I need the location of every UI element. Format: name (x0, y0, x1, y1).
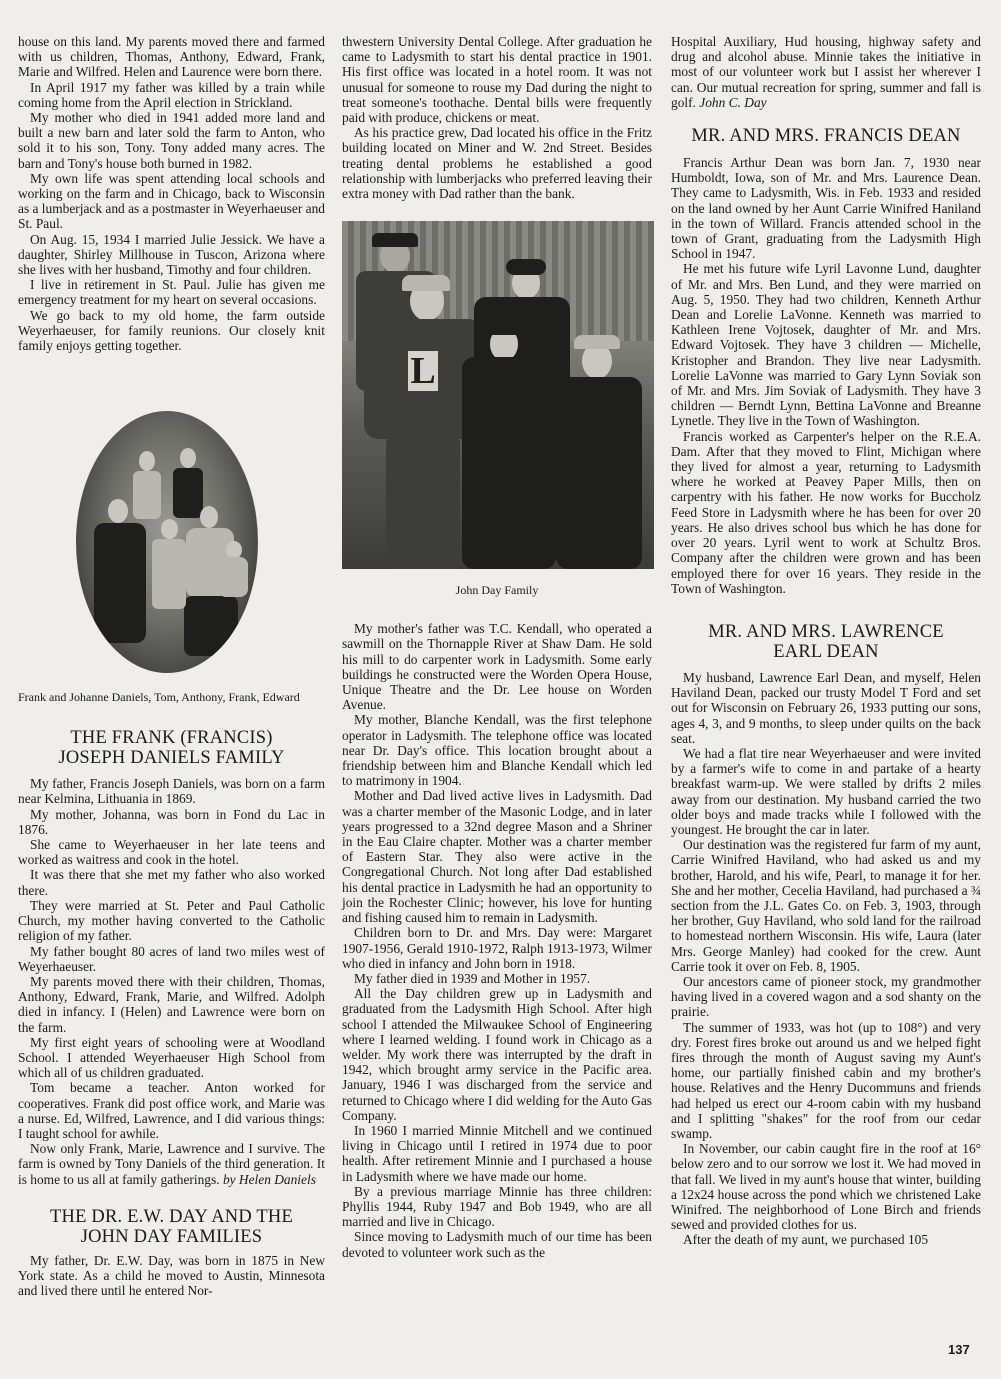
father-figure (108, 499, 128, 523)
author-signature: John C. Day (699, 94, 767, 110)
day-photo-caption: John Day Family (455, 583, 539, 598)
day-family-photo (342, 221, 654, 569)
paragraph: Our destination was the registered fur farm of my aunt, Carrie Winifred Haviland, who had asked us and my brother, Harold, and his wife, Pearl, to manage it for her. She and her mother, Cecelia Haviland, had purchased a ¾ section from the J.L. Gates Co. on Feb. 3, 1903, through her brother, Guy Haviland, who sold land for the railroad to homestead northern Wisconsin. His wife, Laura (later Mrs. George Manley) had cooked for the crew. Aunt Carrie took it over on Feb. 8, 1905. (671, 837, 981, 974)
paragraph: They were married at St. Peter and Paul Catholic Church, my mother having converted to the Catholic religion of my father. (18, 897, 325, 944)
paragraph: As his practice grew, Dad located his office in the Fritz building located on Miner and W. 2nd Street. Besides treating dental problems he established a good relationship with lumberjacks who preferred leaving their extra money with Dad rather than the bank. (342, 125, 652, 202)
paragraph: The summer of 1933, was hot (up to 108°) and very dry. Forest fires broke out around us and we helped fight fires through the month of August saving my Aunt's home, our partially finished cabin and my brother's house. Relatives and the Henry Ducommuns and friends had helped us erect our 4-room cabin with my husband and I splitting "shakes" for the roof from our cedar swamp. (671, 1019, 981, 1141)
paragraph: My mother's father was T.C. Kendall, who operated a sawmill on the Thornapple River at Shaw Dam. He sold his mill to do carpenter work in Ladysmith. Some early buildings he constructed were the Worden Opera House, Unique Theatre and the Dr. Lee house on Worden Avenue. (342, 621, 652, 713)
paragraph: house on this land. My parents moved there and farmed with us children, Thomas, Anthony, Edward, Frank, Marie and Wilfred. Helen and Laurence were born there. (18, 34, 325, 80)
trousers-figure (386, 437, 460, 569)
paragraph: Mother and Dad lived active lives in Ladysmith. Dad was a charter member of the Masonic Lodge, and in later years progressed to a 32nd degree Mason and a Shriner in the Eau Claire chapter. Mother was a charter member of Eastern Star. They also were active in the Congregational Church. Not long after Dad established his dental practice in Ladysmith he had an opportunity to join the Rochester Clinic; however, his love for hunting and fishing caused him to remain in Ladysmith. (342, 788, 652, 926)
lawrence-dean-heading-line-1: MR. AND MRS. LAWRENCE (708, 621, 944, 642)
daniels-family-photo (76, 411, 258, 673)
paragraph: Francis Arthur Dean was born Jan. 7, 1930 near Humboldt, Iowa, son of Mr. and Mrs. Laurence Dean. They came to Ladysmith, Wis. in Feb. 1933 and resided on the land owned by her Aunt Carrie Winifred Haniland in the town of Willard. Francis attended school in the town of Grant, graduating from the Ladysmith High School in 1947. (671, 155, 981, 262)
author-signature: by Helen Daniels (222, 1171, 316, 1187)
paragraph: My first eight years of schooling were at Woodland School. I attended Weyerhaeuser High School from which all of us children graduated. (18, 1034, 325, 1081)
francis-dean-heading: MR. AND MRS. FRANCIS DEAN (691, 126, 961, 147)
daniels-heading-line-2: JOSEPH DANIELS FAMILY (58, 748, 285, 769)
paragraph: Our ancestors came of pioneer stock, my grandmother having lived in a covered wagon and a sod shanty on the prairie. (671, 973, 981, 1020)
daniels-heading-line-1: THE FRANK (FRANCIS) (70, 728, 273, 749)
paragraph: Francis worked as Carpenter's helper on the R.E.A. Dam. After that they moved to Flint, Michigan where they lived for almost a year, returning to Ladysmith where he worked at Peavey Paper Mills, then on carpentry with his father. He now works for Buccholz Feed Store in Ladysmith where he has been for over 20 years. He also drives school bus which he has done for over 20 years. Lyril went to work at Schultz Bros. Company after the children were grown and has been employed there for over 16 years. They reside in the Town of Washington. (671, 428, 981, 596)
paragraph: My mother who died in 1941 added more land and built a new barn and later sold the farm to Anton, who sold it to his son, Tony. Tony added many acres. The barn and Tony's house both burned in 1982. (18, 110, 325, 171)
child-figure (139, 451, 155, 471)
paragraph-text: Now only Frank, Marie, Lawrence and I survive. The farm is owned by Tony Daniels of the third generation. It is home to us all at family gatherings. (18, 1141, 325, 1187)
paragraph: We go back to my old home, the farm outside Weyerhaeuser, for family reunions. Our closely knit family enjoys getting together. (18, 307, 325, 354)
child-figure (152, 539, 186, 609)
paragraph: My father, Francis Joseph Daniels, was born on a farm near Kelmina, Lithuania in 1869. (18, 776, 325, 807)
paragraph: thwestern University Dental College. After graduation he came to Ladysmith to start his dental practice in 1901. His first office was located in a hotel room. It was not unusual for someone to rouse my Dad during the night to treat someone's toothache. Dental bills were frequently paid with produce, chickens or meat. (342, 34, 652, 126)
paragraph (18, 1141, 325, 1187)
mother-figure (184, 596, 238, 656)
day-heading-line-1: THE DR. E.W. DAY AND THE (50, 1206, 293, 1227)
child-figure (161, 519, 178, 539)
paragraph: In November, our cabin caught fire in the roof at 16° below zero and to our sorrow we lost it. We had moved in that fall. We lived in my aunt's house that winter, building a 12x24 house across the pond which we christened Lake Winifred. The neighborhood of Lone Birch and friends sewed and provided clothes for us. (671, 1141, 981, 1233)
sweater-letter: L (408, 351, 438, 391)
paragraph: By a previous marriage Minnie has three children: Phyllis 1944, Ruby 1947 and Bob 1949, who are all married and live in Chicago. (342, 1183, 652, 1230)
paragraph: She came to Weyerhaeuser in her late teens and worked as waitress and cook in the hotel. (18, 837, 325, 868)
daniels-photo-caption: Frank and Johanne Daniels, Tom, Anthony, Frank, Edward (18, 690, 300, 705)
paragraph: My mother, Blanche Kendall, was the first telephone operator in Ladysmith. The telephone office was located near Dr. Day's office. This location brought about a friendship between him and Blanche Kendall which led to matrimony in 1904. (342, 712, 652, 789)
baby-figure (218, 557, 248, 597)
paragraph: My father bought 80 acres of land two miles west of Weyerhaeuser. (18, 943, 325, 974)
column-3 (671, 34, 981, 1248)
paragraph: All the Day children grew up in Ladysmith and graduated from the Ladysmith High School. After high school I attended the Milwaukee School of Engineering where I learned welding. I found work in Chicago as a welder. My work there was interrupted by the draft in 1942, which brought army service in the Pacific area. January, 1946 I was discharged from the service and returned to Chicago where I did welding for the Auto Gas Company. (342, 986, 652, 1123)
hat-icon (372, 233, 418, 247)
paragraph: Since moving to Ladysmith much of our time has been devoted to volunteer work such as the (342, 1229, 652, 1260)
paragraph: My mother, Johanna, was born in Fond du Lac in 1876. (18, 806, 325, 837)
paragraph: Tom became a teacher. Anton worked for cooperatives. Frank did post office work, and Marie was a nurse. Ed, Wilfred, Lawrence, and I did various things: I taught school for awhile. (18, 1080, 325, 1141)
column-2 (342, 34, 652, 1260)
column-1 (18, 34, 325, 1298)
paragraph: After the death of my aunt, we purchased 105 (683, 1232, 929, 1248)
paragraph: On Aug. 15, 1934 I married Julie Jessick. We have a daughter, Shirley Millhouse in Tuscon, Arizona where she lives with her husband, Timothy and four children. (18, 231, 325, 278)
paragraph: In April 1917 my father was killed by a train while coming home from the April election in Strickland. (18, 79, 325, 110)
page-number: 137 (948, 1342, 970, 1357)
paragraph: I live in retirement in St. Paul. Julie has given me emergency treatment for my heart on several occasions. (18, 277, 325, 308)
paragraph: My father died in 1939 and Mother in 1957. (354, 970, 591, 986)
paragraph (671, 34, 981, 110)
lawrence-dean-heading-line-2: EARL DEAN (773, 641, 879, 662)
cap-icon (402, 275, 450, 291)
child-figure (180, 448, 196, 468)
paragraph-text: Hospital Auxiliary, Hud housing, highway safety and drug and alcohol abuse. Minnie takes the initiative in most of our volunteer work but I assist her wherever I can. Our mutual recreation for spring, summer and fall is golf. (671, 34, 981, 110)
child-figure (173, 468, 203, 518)
paragraph: We had a flat tire near Weyerhaeuser and were invited by a farmer's wife to come in and partake of a hearty breakfast warm-up. We were stalled by drifts 2 miles away from our destination. My husband carried the two older boys and made tracks while I followed with the youngest. He brought the car in later. (671, 745, 981, 837)
paragraph: Children born to Dr. and Mrs. Day were: Margaret 1907-1956, Gerald 1910-1972, Ralph 1913-1973, Wilmer who died in infancy and John born in 1918. (342, 925, 652, 971)
hat-icon (506, 259, 546, 275)
paragraph: My father, Dr. E.W. Day, was born in 1875 in New York state. As a child he moved to Austin, Minnesota and lived there until he entered Nor- (18, 1252, 325, 1299)
child-figure (133, 471, 161, 519)
paragraph: My own life was spent attending local schools and working on the farm and in Chicago, back to Wisconsin as a lumberjack and as a postmaster in Weyerhaeuser and St. Paul. (18, 170, 325, 232)
paragraph: My parents moved there with their children, Thomas, Anthony, Edward, Frank, Marie, and Wilfred. Adolph died in infancy. I (Helen) and Lawrence were born on the farm. (18, 973, 325, 1035)
father-figure (94, 523, 146, 643)
paragraph: He met his future wife Lyril Lavonne Lund, daughter of Mr. and Mrs. Ben Lund, and they were married on Aug. 5, 1950. They had two children, Kenneth Arthur Dean and Lorelie LaVonne. Kenneth was married to Kathleen Irene Vojtosek, daughter of Mr. and Mrs. Edward Vojtosek. They have 3 children — Michelle, Kristopher and Brandon. They live near Ladysmith. Lorelie LaVonne was married to Gary Lynn Soviak son of Mr. and Mrs. Jim Soviak of Ladysmith. They have 3 children — Berndt Lynn, Bettina LaVonne and Breanne Lynetle. They live in the Town of Washington. (671, 261, 981, 429)
day-heading-line-2: JOHN DAY FAMILIES (80, 1226, 263, 1247)
paragraph: It was there that she met my father who also worked there. (18, 867, 325, 898)
hat-icon (484, 321, 524, 335)
paragraph: My husband, Lawrence Earl Dean, and myself, Helen Haviland Dean, packed our trusty Model T Ford and set out for Wisconsin on February 26, 1933 putting our sons, ages 4, 3, and 9 months, to sleep under quilts on the back seat. (671, 669, 981, 746)
mother-figure (200, 506, 218, 528)
paragraph: In 1960 I married Minnie Mitchell and we continued living in Chicago until I retired in 1974 due to poor health. After retirement Minnie and I purchased a house in Ladysmith where we have made our home. (342, 1122, 652, 1184)
hat-icon (574, 335, 620, 349)
woman-figure (462, 357, 556, 569)
man-figure (556, 377, 642, 569)
